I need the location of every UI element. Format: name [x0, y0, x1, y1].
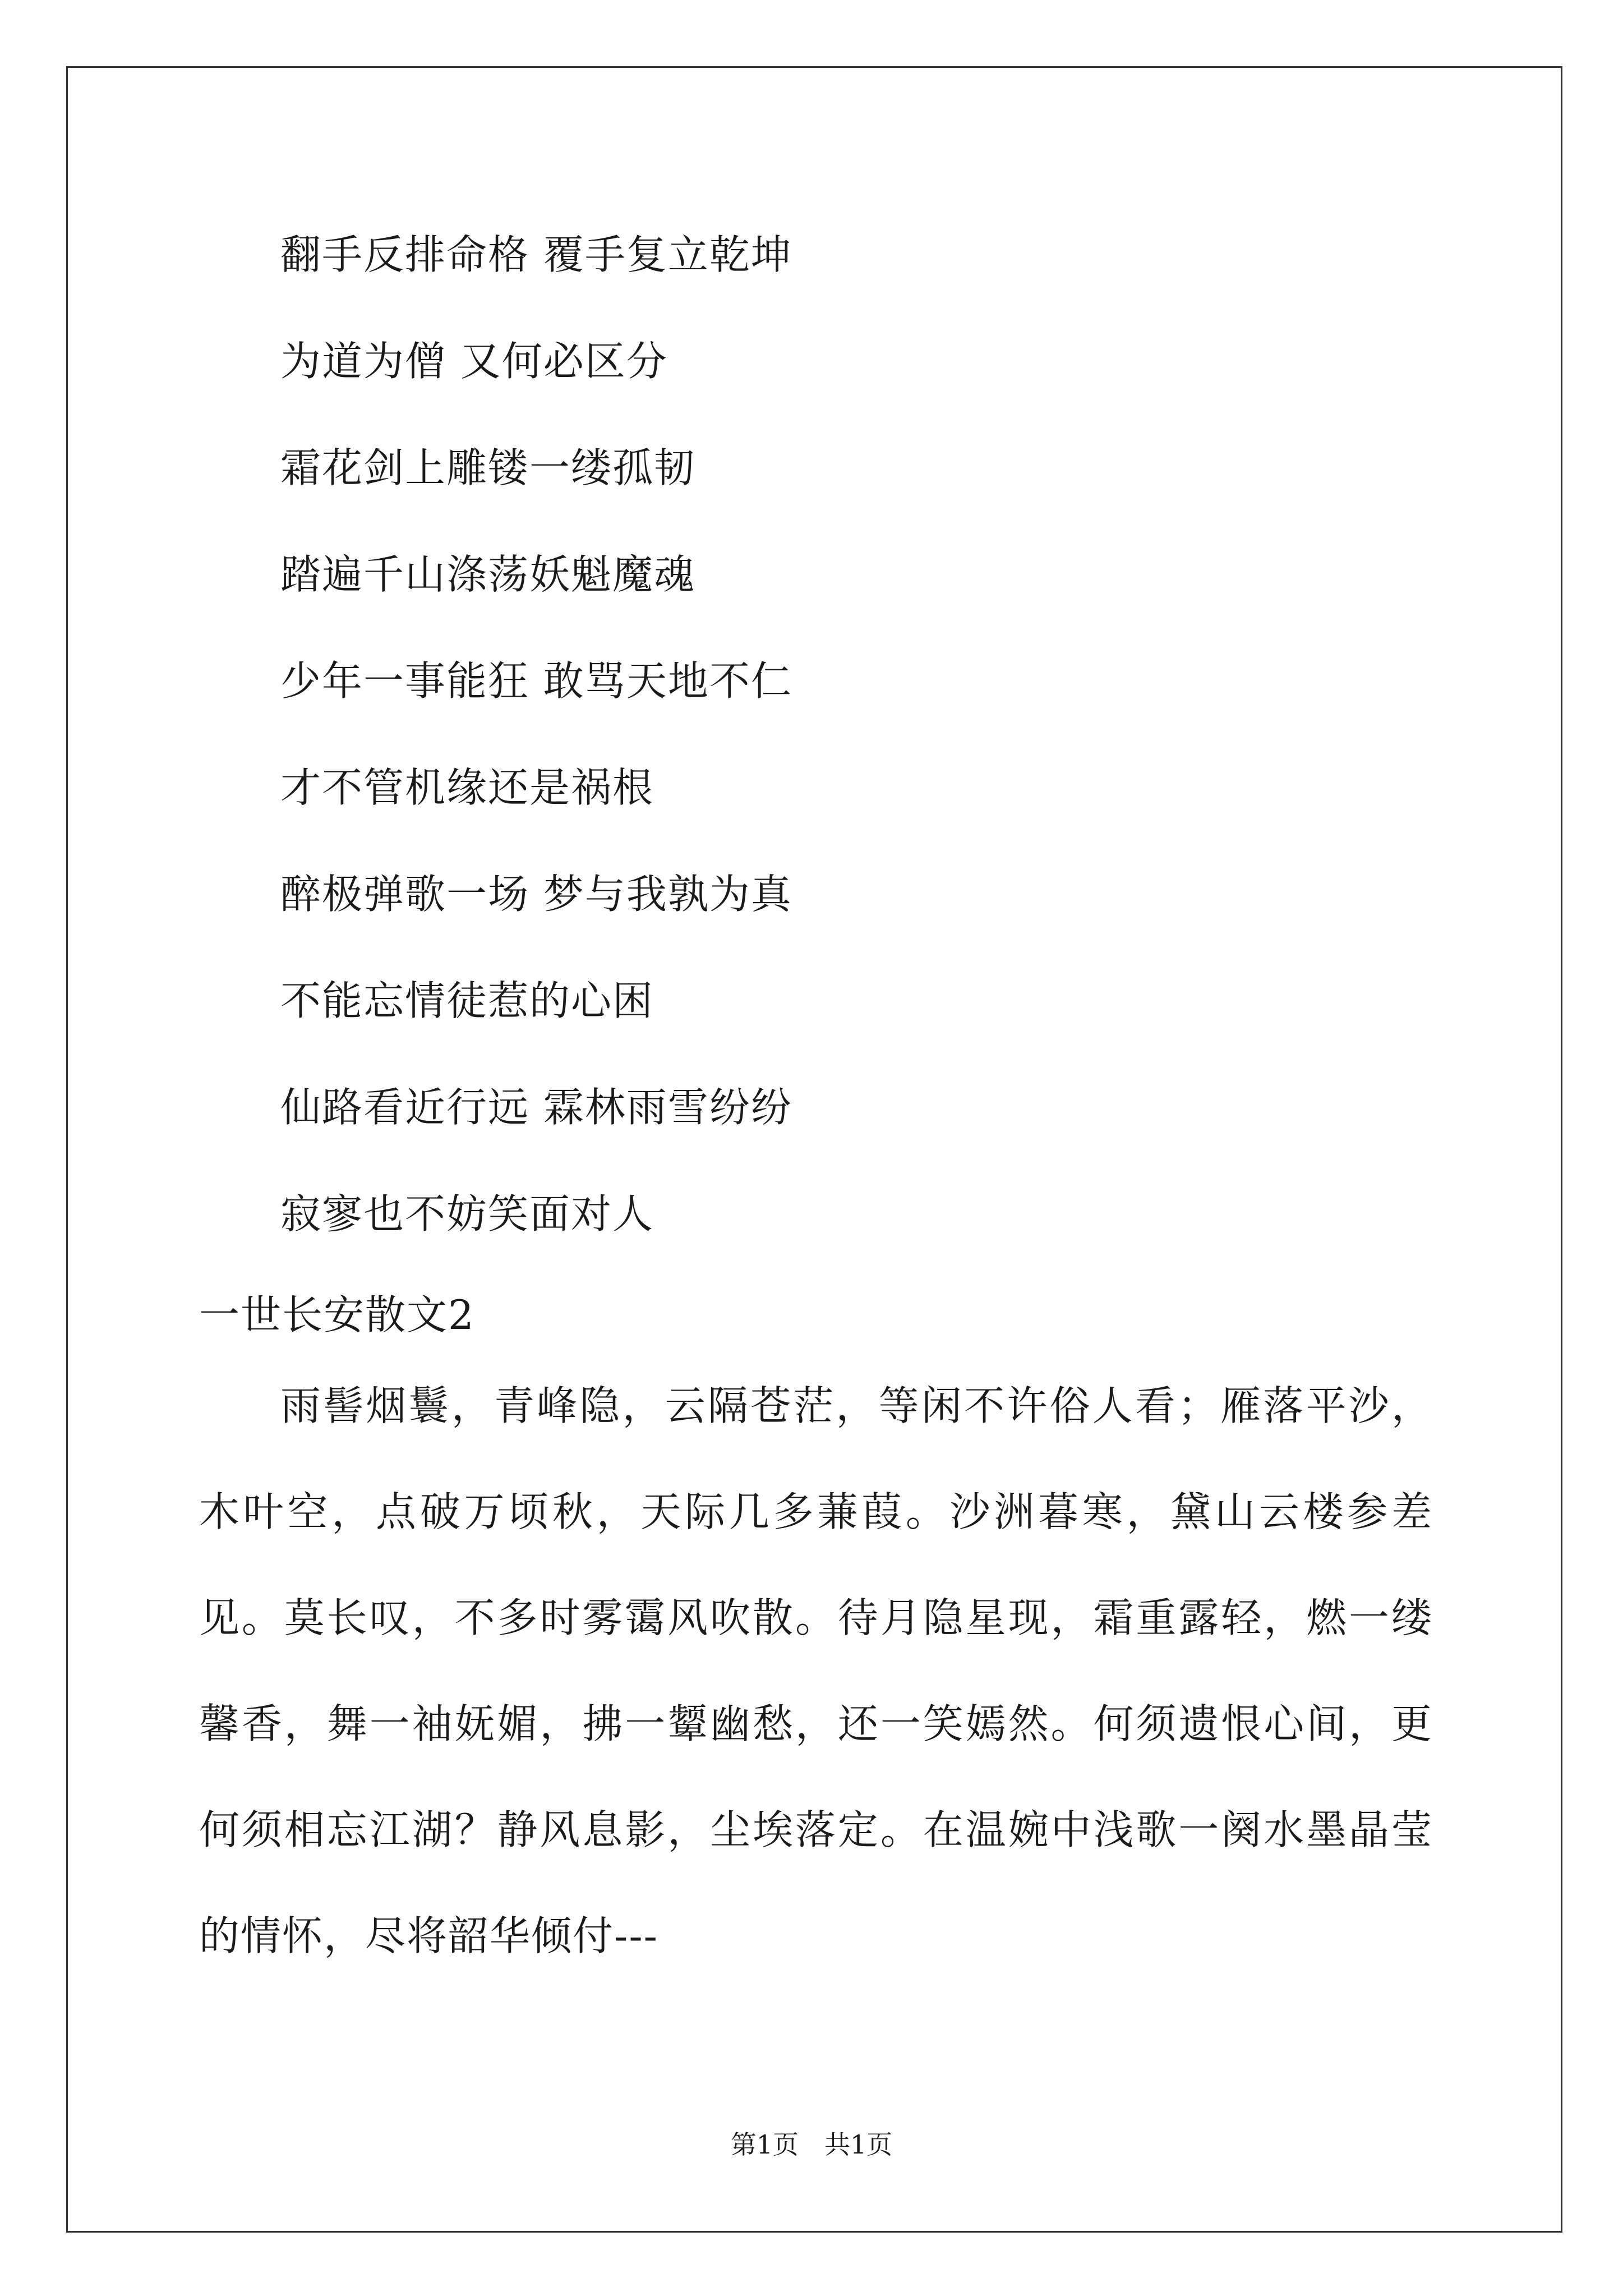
verse-line: 寂寥也不妨笑面对人 — [280, 1190, 654, 1237]
verse-line: 不能忘情徒惹的心困 — [280, 977, 654, 1024]
verse-line: 仙路看近行远 霖林雨雪纷纷 — [280, 1084, 792, 1131]
verse-line: 少年一事能狂 敢骂天地不仁 — [280, 657, 792, 705]
verse-line: 踏遍千山涤荡妖魁魔魂 — [280, 551, 696, 598]
page-footer: 第1页 共1页 — [730, 2129, 893, 2160]
verse-line: 为道为僧 又何必区分 — [280, 338, 668, 385]
prose-paragraph: 雨髻烟鬟，青峰隐，云隔苍茫，等闲不许俗人看；雁落平沙，木叶空，点破万顷秋，天际几多蒹葭。沙洲暮寒，黛山云楼参差见。莫长叹，不多时雾霭风吹散。待月隐星现，霜重露轻，燃一缕馨香，舞一袖妩媚，拂一颦幽愁，还一笑嫣然。何须遗恨心间，更何须相忘江湖？静风息影，尘埃落定。在温婉中浅歌一阕水墨晶莹的情怀，尽将韶华倾付--- — [199, 1382, 1433, 1959]
verse-line: 醉极弹歌一场 梦与我孰为真 — [280, 871, 792, 918]
verse-line: 才不管机缘还是祸根 — [280, 764, 654, 811]
verse-line: 霜花剑上雕镂一缕孤韧 — [280, 444, 696, 491]
section-title: 一世长安散文2 — [199, 1291, 475, 1338]
verse-line: 翻手反排命格 覆手复立乾坤 — [280, 231, 792, 278]
